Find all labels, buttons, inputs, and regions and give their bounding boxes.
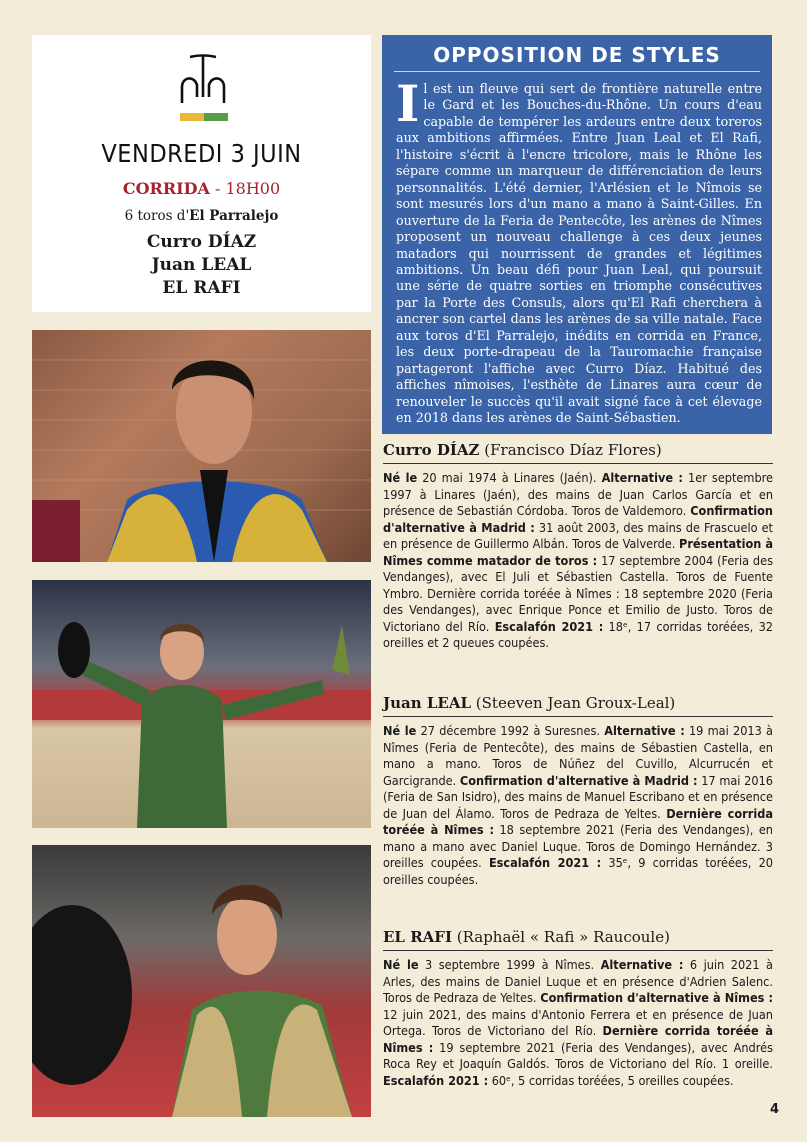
bio-fullname: (Steeven Jean Groux-Leal) — [475, 694, 676, 712]
torero-name: Curro DÍAZ — [146, 232, 257, 252]
bio-value: 6 juin 2021 à Arles, des mains de Daniel Luque et en présence d'Adrien Salenc. Toros de Pedraza de Yeltes. — [383, 957, 774, 1005]
bio-label: Dernière corrida toréée à Nîmes : — [383, 1023, 773, 1055]
ganaderia: El Parralejo — [189, 208, 279, 224]
photo-juan-leal — [32, 580, 371, 828]
bio-label: Alternative : — [600, 957, 684, 972]
bio-curro-diaz — [383, 441, 773, 652]
bio-label: Alternative : — [604, 723, 685, 738]
bio-value: 19 septembre 2021 (Feria des Vendanges), avec Andrés Roca Rey et Joaquín Galdós. Toros de Victoriano del Río. 1 oreille. — [383, 1039, 773, 1071]
bio-value: 17 mai 2016 (Feria de San Isidro), des mains de Manuel Escribano et en présence de Juan del Álamo. Toros de Pedraza de Yeltes. — [383, 772, 773, 821]
bio-label: Escalafón 2021 : — [488, 855, 602, 870]
toros-line — [32, 208, 371, 224]
bio-label: Alternative : — [601, 470, 683, 485]
event-date: VENDREDI 3 JUIN — [101, 139, 302, 168]
bio-label: Né le — [383, 723, 417, 738]
article-body — [396, 74, 762, 427]
bio-value: 18ᵉ, 17 corridas toréées, 32 oreilles et 2 queues coupées. — [383, 618, 773, 650]
bio-heading — [383, 928, 773, 946]
bio-text — [383, 957, 773, 1089]
bio-heading — [383, 441, 773, 459]
bio-el-rafi — [383, 928, 773, 1089]
bio-label: Confirmation d'alternative à Madrid : — [383, 503, 773, 535]
bio-rule — [383, 950, 773, 951]
bio-fullname: (Raphaël « Rafi » Raucoule) — [456, 928, 670, 946]
bio-label: Né le — [383, 470, 418, 485]
torero-list — [32, 231, 371, 300]
bio-rule — [383, 716, 773, 717]
bio-value: 60ᵉ, 5 corridas toréées, 5 oreilles coupées. — [488, 1072, 734, 1088]
bio-label: Confirmation d'alternative à Madrid : — [459, 772, 698, 788]
photo-el-rafi — [32, 845, 371, 1117]
bio-rule — [383, 463, 773, 464]
bio-fullname: (Francisco Díaz Flores) — [484, 441, 662, 459]
bio-text — [383, 470, 773, 652]
bio-value: 31 août 2003, des mains de Frascuelo et en présence de Guillermo Albán. Toros de Valverde. — [383, 519, 773, 551]
torero-name: Juan LEAL — [151, 255, 252, 275]
bio-value: 18 septembre 2021 (Feria des Vendanges), en mano a mano avec Daniel Luque. Toros de Domingo Hernández. 3 oreilles coupées. — [383, 822, 773, 870]
arena-trident-logo — [176, 53, 230, 125]
article-dropcap: I — [396, 74, 420, 133]
torero-name: EL RAFI — [162, 278, 241, 298]
bio-value: 3 septembre 1999 à Nîmes. — [418, 957, 601, 972]
bio-juan-leal — [383, 694, 773, 888]
bio-value: 17 septembre 2004 (Feria des Vendanges), avec El Juli et Sébastien Castella. Toros de Fuente Ymbro. Dernière corrida toréée à Nîmes : 18 septembre 2020 (Feria des Vendanges), avec Enrique Ponce et Emilio de Justo. Toros de Victoriano del Río. — [383, 552, 774, 634]
event-type-time — [32, 179, 371, 198]
article-title: OPPOSITION DE STYLES — [433, 43, 721, 67]
bio-label: Escalafón 2021 : — [383, 1072, 489, 1088]
bio-label: Dernière corrida toréée à Nîmes : — [383, 805, 773, 837]
event-type: CORRIDA — [122, 179, 210, 198]
bio-value: 20 mai 1974 à Linares (Jaén). — [417, 470, 602, 485]
bio-value: 27 décembre 1992 à Suresnes. — [416, 723, 605, 738]
bio-label: Confirmation d'alternative à Nîmes : — [540, 990, 774, 1005]
toros-prefix: 6 toros d' — [124, 208, 190, 224]
bio-value: 35ᵉ, 9 corridas toréées, 20 oreilles coupées. — [383, 855, 773, 887]
bio-label: Présentation à Nîmes comme matador de toros : — [383, 536, 773, 568]
bio-name: Curro DÍAZ — [383, 441, 480, 459]
bio-text — [383, 723, 773, 888]
bio-label: Né le — [383, 957, 419, 972]
bio-heading — [383, 694, 773, 712]
event-time: - 18H00 — [214, 179, 281, 198]
photo-curro-diaz — [32, 330, 371, 562]
article-title-rule — [394, 71, 760, 72]
bio-value: 12 juin 2021, des mains d'Antonio Ferrera et en présence de Juan Ortega. Toros de Victoriano del Río. — [383, 1006, 773, 1038]
page-number: 4 — [770, 1102, 780, 1117]
bio-name: Juan LEAL — [383, 694, 472, 712]
bio-value: 19 mai 2013 à Nîmes (Feria de Pentecôte), des mains de Sébastien Castella, en mano a mano. Toros de Núñez del Cuvillo, Alcurrucén et Garcigrande. — [383, 723, 773, 788]
article-text: l est un fleuve qui sert de frontière naturelle entre le Gard et les Bouches-du-Rhône. Un cours d'eau capable de tempérer les ardeurs entre deux toreros aux ambitions affirmées. Entre Juan Leal et El Rafi, l'histoire s'écrit à l'encre tricolore, mais le Rhône les sépare comme un marqueur de différenciation de leurs personnalités. L'été dernier, l'Arlésien et le Nîmois se sont mesurés lors d'un mano a mano à Saint-Gilles. En ouverture de la Feria de Pentecôte, les arènes de Nîmes proposent un nouveau challenge à ces deux jeunes matadors qui nourrissent de grandes et légitimes ambitions. Un beau défi pour Juan Leal, qui poursuit une série de quatre sorties en triomphe consécutives par la Porte des Consuls, alors qu'El Rafi cherchera à ancrer son cartel dans les arènes de sa ville natale. Face aux toros d'El Parralejo, inédits en corrida en France, les deux porte-drapeau de la Tauromachie française partageront l'affiche avec Curro Díaz. Habitué des affiches nîmoises, l'esthète de Linares aura cœur de renouveler le succès qu'il avait signé face à cet élevage en 2018 dans les arènes de Saint-Sébastien. — [396, 81, 762, 426]
bio-value: 1er septembre 1997 à Linares (Jaén), des mains de Juan Carlos García et en présence de Sebastián Córdoba. Toros de Valdemoro. — [383, 470, 773, 518]
event-card — [32, 35, 371, 312]
bio-name: EL RAFI — [383, 928, 452, 946]
article-panel — [382, 35, 772, 434]
bio-label: Escalafón 2021 : — [494, 618, 604, 634]
